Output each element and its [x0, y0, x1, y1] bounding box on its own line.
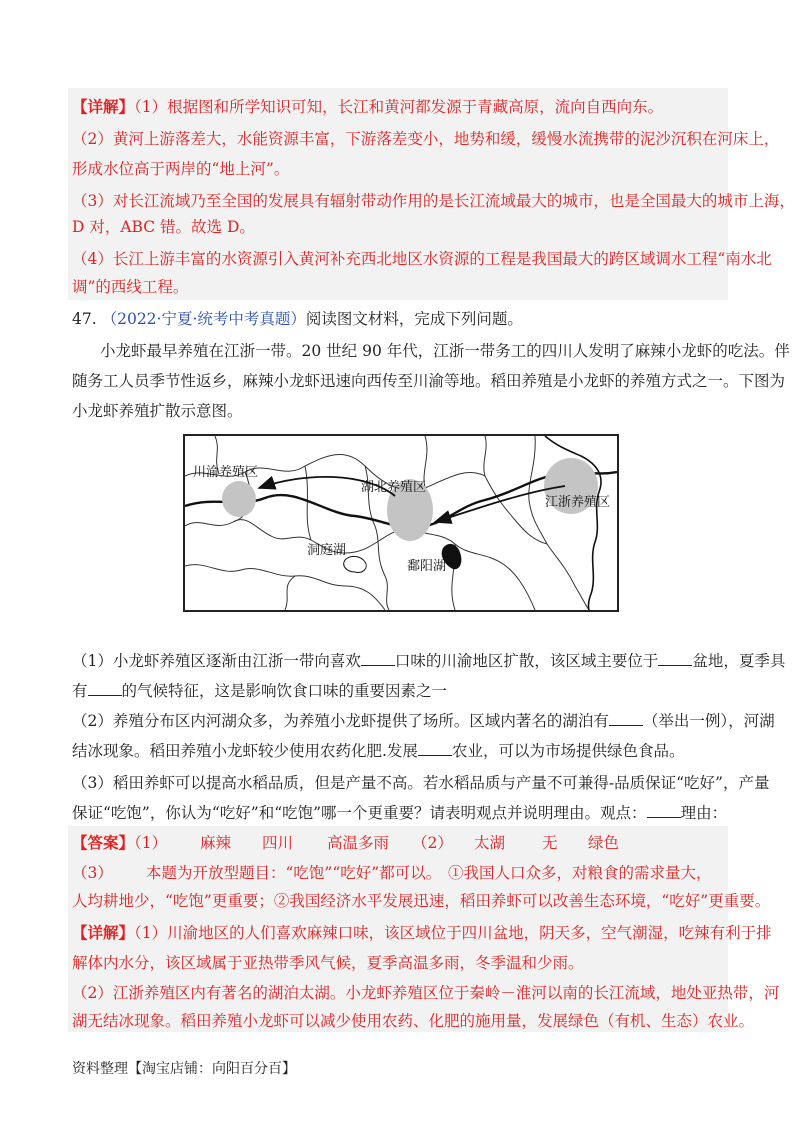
detail-line: （2）黄河上游落差大，水能资源丰富，下游落差变小，地势和缓，缓慢水流携带的泥沙沉积在河床上， — [72, 130, 780, 148]
detail-line: D 对，ABC 错。故选 D。 — [72, 218, 255, 236]
question-line: （2）养殖分布区内河湖众多，为养殖小龙虾提供了场所。区域内著名的湖泊有 （举出一例），河湖 — [72, 712, 775, 730]
question-number: 47. — [72, 310, 97, 328]
detail-tag: 【详解】 — [72, 97, 135, 116]
label-dongting: 洞庭湖 — [307, 543, 347, 558]
detail-line: 湖无结冰现象。稻田养殖小龙虾可以减少使用农药、化肥的施用量，发展绿色（有机、生态）农业。 — [72, 1012, 755, 1030]
answer-blank — [361, 651, 395, 666]
detail-line: （4）长江上游丰富的水资源引入黄河补充西北地区水资源的工程是我国最大的跨区域调水工程“南水北 — [72, 250, 772, 268]
question-line: （1）小龙虾养殖区逐渐由江浙一带向喜欢 口味的川渝地区扩散，该区域主要位于 盆地，夏季具 — [72, 652, 786, 670]
answer-blank — [658, 651, 692, 666]
question-line: 结冰现象。稻田养殖小龙虾较少使用农药化肥.发展 农业，可以为市场提供绿色食品。 — [72, 742, 685, 760]
question-header — [72, 308, 732, 330]
label-jiangzhe: 江浙养殖区 — [545, 495, 611, 510]
question-source: （2022·宁夏·统考中考真题） — [101, 310, 306, 328]
answer-line: 【答案】（1） 麻辣 四川 高温多雨 （2） 太湖 无 绿色 — [72, 833, 620, 852]
page-footer: 资料整理【淘宝店铺：向阳百分百】 — [72, 1061, 296, 1077]
map-svg — [185, 436, 617, 610]
question-line: 有 的气候特征，这是影响饮食口味的重要因素之一 — [72, 682, 448, 700]
passage-line: 小龙虾养殖扩散示意图。 — [72, 402, 243, 420]
question-prompt: 阅读图文材料，完成下列问题。 — [305, 310, 523, 328]
question-line: （3）稻田养虾可以提高水稻品质，但是产量不高。若水稻品质与产量不可兼得-品质保证“吃好”，产量 — [72, 774, 770, 792]
passage-line: 随务工人员季节性返乡，麻辣小龙虾迅速向西传至川渝等地。稻田养殖是小龙虾的养殖方式之一。下图为 — [72, 372, 786, 390]
crayfish-spread-map — [183, 434, 619, 612]
answer-blank — [647, 803, 681, 818]
chuanyu-region — [222, 481, 256, 517]
detail-line: 调”的西线工程。 — [72, 278, 189, 296]
detail-line: 【详解】（1）根据图和所学知识可知，长江和黄河都发源于青藏高原，流向自西向东。 — [72, 97, 664, 116]
answer-blank — [88, 681, 122, 696]
detail-line: 解体内水分，该区域属于亚热带季风气候，夏季高温多雨，冬季温和少雨。 — [72, 954, 584, 972]
dongting-lake — [344, 556, 367, 572]
answer-tag: 【答案】 — [72, 833, 135, 852]
answer-line: 人均耕地少，“吃饱”更重要；②我国经济水平发展迅速，稻田养虾可以改善生态环境，“吃好”更重要。 — [72, 892, 771, 910]
passage-line: 小龙虾最早养殖在江浙一带。20 世纪 90 年代，江浙一带务工的四川人发明了麻辣小龙虾的吃法。伴 — [100, 342, 790, 360]
detail-line: 形成水位高于两岸的“地上河”。 — [72, 160, 290, 178]
label-hubei: 湖北养殖区 — [361, 480, 427, 495]
question-line: 保证“吃饱”，你认为“吃好”和“吃饱”哪一个更重要？请表明观点并说明理由。观点： 理由： — [72, 804, 728, 822]
detail-line: 【详解】（1）川渝地区的人们喜欢麻辣口味，该区域位于四川盆地，阴天多，空气潮湿，吃辣有利于排 — [72, 923, 772, 942]
detail-line: （2）江浙养殖区内有著名的湖泊太湖。小龙虾养殖区位于秦岭－淮河以南的长江流域，地处亚热带，河 — [72, 984, 780, 1002]
label-chuanyu: 川渝养殖区 — [193, 465, 259, 480]
answer-line: （3） 本题为开放型题目：“吃饱”“吃好”都可以。 ①我国人口众多，对粮食的需求量大， — [72, 864, 712, 882]
answer-blank — [609, 711, 643, 726]
detail-tag: 【详解】 — [72, 923, 135, 942]
answer-blank — [418, 741, 452, 756]
label-poyang: 鄱阳湖 — [407, 559, 447, 574]
detail-line: （3）对长江流域乃至全国的发展具有辐射带动作用的是长江流域最大的城市，也是全国最大的城市上海， — [72, 192, 795, 210]
